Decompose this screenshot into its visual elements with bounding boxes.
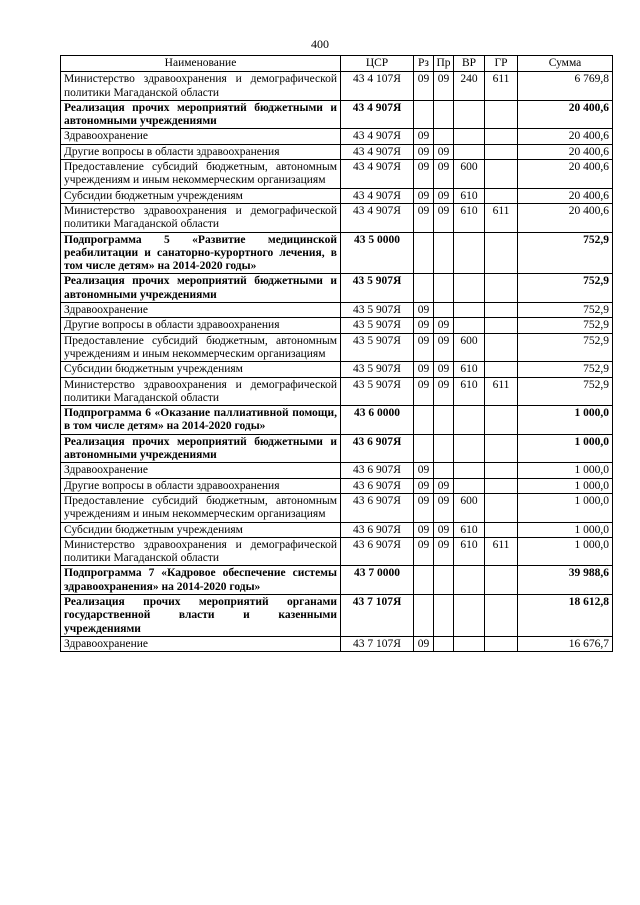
header-sum: Сумма xyxy=(518,56,613,72)
cell-name: Реализация прочих мероприятий бюджетными и автономными учреждениями xyxy=(61,274,341,303)
cell-pr xyxy=(434,129,454,144)
cell-pr xyxy=(434,232,454,274)
cell-csr: 43 5 0000 xyxy=(341,232,414,274)
cell-sum: 16 676,7 xyxy=(518,636,613,651)
cell-pr: 09 xyxy=(434,72,454,101)
cell-csr: 43 6 907Я xyxy=(341,522,414,537)
cell-csr: 43 7 0000 xyxy=(341,566,414,595)
cell-rz: 09 xyxy=(414,188,434,203)
table-row xyxy=(61,303,613,318)
cell-gr xyxy=(485,274,518,303)
cell-vr: 610 xyxy=(454,377,485,406)
table-row xyxy=(61,478,613,493)
cell-sum: 752,9 xyxy=(518,318,613,333)
table-row xyxy=(61,594,613,636)
cell-pr: 09 xyxy=(434,318,454,333)
table-row xyxy=(61,493,613,522)
cell-name: Другие вопросы в области здравоохранения xyxy=(61,478,341,493)
table-row xyxy=(61,274,613,303)
cell-rz: 09 xyxy=(414,493,434,522)
cell-name: Подпрограмма 6 «Оказание паллиативной помощи, в том числе детям» на 2014-2020 годы» xyxy=(61,406,341,435)
cell-name: Субсидии бюджетным учреждениям xyxy=(61,188,341,203)
cell-sum: 6 769,8 xyxy=(518,72,613,101)
cell-sum: 752,9 xyxy=(518,274,613,303)
cell-rz xyxy=(414,406,434,435)
header-pr: Пр xyxy=(434,56,454,72)
cell-name: Реализация прочих мероприятий бюджетными и автономными учреждениями xyxy=(61,434,341,463)
cell-rz: 09 xyxy=(414,362,434,377)
cell-csr: 43 7 107Я xyxy=(341,594,414,636)
cell-pr: 09 xyxy=(434,478,454,493)
header-vr: ВР xyxy=(454,56,485,72)
table-row xyxy=(61,333,613,362)
cell-csr: 43 4 907Я xyxy=(341,144,414,159)
table-row xyxy=(61,144,613,159)
cell-csr: 43 4 907Я xyxy=(341,100,414,129)
cell-rz: 09 xyxy=(414,522,434,537)
cell-vr xyxy=(454,636,485,651)
cell-vr: 610 xyxy=(454,537,485,566)
cell-rz: 09 xyxy=(414,303,434,318)
header-gr: ГР xyxy=(485,56,518,72)
cell-csr: 43 4 907Я xyxy=(341,129,414,144)
table-row xyxy=(61,100,613,129)
cell-vr xyxy=(454,100,485,129)
cell-csr: 43 6 907Я xyxy=(341,478,414,493)
cell-vr xyxy=(454,144,485,159)
cell-csr: 43 6 907Я xyxy=(341,537,414,566)
cell-sum: 752,9 xyxy=(518,362,613,377)
table-row xyxy=(61,566,613,595)
cell-gr xyxy=(485,333,518,362)
cell-rz xyxy=(414,434,434,463)
cell-vr: 600 xyxy=(454,493,485,522)
cell-gr xyxy=(485,434,518,463)
cell-vr xyxy=(454,594,485,636)
cell-csr: 43 5 907Я xyxy=(341,362,414,377)
cell-sum: 20 400,6 xyxy=(518,188,613,203)
cell-name: Подпрограмма 5 «Развитие медицинской реабилитации и санаторно-курортного лечения, в том числе детям» на 2014-2020 годы» xyxy=(61,232,341,274)
cell-rz: 09 xyxy=(414,129,434,144)
table-row xyxy=(61,636,613,651)
table-row xyxy=(61,318,613,333)
cell-gr xyxy=(485,160,518,189)
cell-pr: 09 xyxy=(434,493,454,522)
cell-gr xyxy=(485,566,518,595)
cell-name: Здравоохранение xyxy=(61,303,341,318)
cell-pr: 09 xyxy=(434,160,454,189)
cell-rz xyxy=(414,232,434,274)
cell-csr: 43 6 907Я xyxy=(341,493,414,522)
cell-pr xyxy=(434,636,454,651)
cell-sum: 752,9 xyxy=(518,232,613,274)
cell-sum: 1 000,0 xyxy=(518,478,613,493)
cell-pr: 09 xyxy=(434,188,454,203)
cell-gr xyxy=(485,493,518,522)
cell-gr xyxy=(485,318,518,333)
table-row xyxy=(61,434,613,463)
table-row xyxy=(61,406,613,435)
cell-csr: 43 4 907Я xyxy=(341,188,414,203)
cell-name: Субсидии бюджетным учреждениям xyxy=(61,362,341,377)
cell-pr xyxy=(434,303,454,318)
cell-pr xyxy=(434,566,454,595)
cell-sum: 18 612,8 xyxy=(518,594,613,636)
header-rz: Рз xyxy=(414,56,434,72)
cell-rz xyxy=(414,274,434,303)
cell-pr xyxy=(434,274,454,303)
table-header-row xyxy=(61,56,613,72)
cell-rz: 09 xyxy=(414,144,434,159)
table-row xyxy=(61,463,613,478)
cell-csr: 43 5 907Я xyxy=(341,377,414,406)
cell-name: Здравоохранение xyxy=(61,129,341,144)
cell-pr xyxy=(434,434,454,463)
table-row xyxy=(61,203,613,232)
cell-pr: 09 xyxy=(434,537,454,566)
cell-csr: 43 5 907Я xyxy=(341,333,414,362)
cell-rz xyxy=(414,594,434,636)
cell-csr: 43 4 907Я xyxy=(341,160,414,189)
cell-pr: 09 xyxy=(434,362,454,377)
cell-name: Министерство здравоохранения и демографической политики Магаданской области xyxy=(61,203,341,232)
cell-pr: 09 xyxy=(434,203,454,232)
cell-vr: 610 xyxy=(454,522,485,537)
cell-csr: 43 5 907Я xyxy=(341,303,414,318)
cell-csr: 43 7 107Я xyxy=(341,636,414,651)
cell-pr xyxy=(434,100,454,129)
header-csr: ЦСР xyxy=(341,56,414,72)
cell-rz: 09 xyxy=(414,203,434,232)
cell-name: Министерство здравоохранения и демографической политики Магаданской области xyxy=(61,537,341,566)
cell-name: Реализация прочих мероприятий бюджетными и автономными учреждениями xyxy=(61,100,341,129)
table-row xyxy=(61,72,613,101)
cell-name: Министерство здравоохранения и демографической политики Магаданской области xyxy=(61,72,341,101)
cell-sum: 39 988,6 xyxy=(518,566,613,595)
table-row xyxy=(61,377,613,406)
header-name: Наименование xyxy=(61,56,341,72)
cell-pr xyxy=(434,463,454,478)
cell-csr: 43 6 907Я xyxy=(341,434,414,463)
cell-name: Предоставление субсидий бюджетным, автономным учреждениям и иным некоммерческим организациям xyxy=(61,493,341,522)
cell-pr: 09 xyxy=(434,333,454,362)
table-row xyxy=(61,522,613,537)
cell-name: Субсидии бюджетным учреждениям xyxy=(61,522,341,537)
cell-vr xyxy=(454,434,485,463)
cell-vr xyxy=(454,318,485,333)
cell-vr xyxy=(454,232,485,274)
cell-csr: 43 6 0000 xyxy=(341,406,414,435)
cell-rz: 09 xyxy=(414,72,434,101)
cell-gr xyxy=(485,303,518,318)
cell-gr xyxy=(485,522,518,537)
cell-sum: 752,9 xyxy=(518,377,613,406)
cell-name: Другие вопросы в области здравоохранения xyxy=(61,318,341,333)
cell-gr xyxy=(485,463,518,478)
cell-rz: 09 xyxy=(414,478,434,493)
cell-rz: 09 xyxy=(414,377,434,406)
cell-vr xyxy=(454,129,485,144)
cell-gr xyxy=(485,478,518,493)
cell-gr xyxy=(485,636,518,651)
cell-vr: 600 xyxy=(454,333,485,362)
cell-vr: 610 xyxy=(454,188,485,203)
cell-name: Подпрограмма 7 «Кадровое обеспечение системы здравоохранения» на 2014-2020 годы» xyxy=(61,566,341,595)
cell-vr: 610 xyxy=(454,203,485,232)
cell-gr: 611 xyxy=(485,537,518,566)
cell-sum: 1 000,0 xyxy=(518,493,613,522)
cell-vr: 600 xyxy=(454,160,485,189)
table-row xyxy=(61,232,613,274)
cell-pr xyxy=(434,594,454,636)
cell-csr: 43 6 907Я xyxy=(341,463,414,478)
cell-rz xyxy=(414,566,434,595)
cell-gr xyxy=(485,362,518,377)
cell-sum: 20 400,6 xyxy=(518,129,613,144)
cell-sum: 1 000,0 xyxy=(518,406,613,435)
cell-vr xyxy=(454,478,485,493)
cell-csr: 43 5 907Я xyxy=(341,274,414,303)
page-number: 400 xyxy=(311,37,329,51)
cell-name: Здравоохранение xyxy=(61,463,341,478)
cell-pr: 09 xyxy=(434,144,454,159)
cell-vr: 240 xyxy=(454,72,485,101)
cell-gr xyxy=(485,406,518,435)
cell-vr: 610 xyxy=(454,362,485,377)
cell-name: Предоставление субсидий бюджетным, автономным учреждениям и иным некоммерческим организациям xyxy=(61,160,341,189)
cell-sum: 1 000,0 xyxy=(518,463,613,478)
cell-gr: 611 xyxy=(485,72,518,101)
cell-rz: 09 xyxy=(414,463,434,478)
table-row xyxy=(61,188,613,203)
table-row xyxy=(61,160,613,189)
cell-sum: 20 400,6 xyxy=(518,100,613,129)
cell-gr xyxy=(485,232,518,274)
cell-sum: 752,9 xyxy=(518,303,613,318)
cell-rz: 09 xyxy=(414,160,434,189)
cell-vr xyxy=(454,406,485,435)
cell-gr xyxy=(485,594,518,636)
cell-rz: 09 xyxy=(414,318,434,333)
cell-name: Реализация прочих мероприятий органами государственной власти и казенными учреждениями xyxy=(61,594,341,636)
cell-rz xyxy=(414,100,434,129)
cell-gr xyxy=(485,188,518,203)
table-body xyxy=(61,72,613,652)
cell-name: Предоставление субсидий бюджетным, автономным учреждениям и иным некоммерческим организациям xyxy=(61,333,341,362)
cell-sum: 20 400,6 xyxy=(518,160,613,189)
cell-pr: 09 xyxy=(434,522,454,537)
table-row xyxy=(61,129,613,144)
cell-rz: 09 xyxy=(414,537,434,566)
cell-gr xyxy=(485,100,518,129)
cell-sum: 20 400,6 xyxy=(518,203,613,232)
cell-rz: 09 xyxy=(414,636,434,651)
cell-vr xyxy=(454,303,485,318)
cell-sum: 1 000,0 xyxy=(518,537,613,566)
cell-gr: 611 xyxy=(485,377,518,406)
cell-rz: 09 xyxy=(414,333,434,362)
cell-sum: 1 000,0 xyxy=(518,522,613,537)
cell-name: Министерство здравоохранения и демографической политики Магаданской области xyxy=(61,377,341,406)
table-row xyxy=(61,362,613,377)
cell-name: Другие вопросы в области здравоохранения xyxy=(61,144,341,159)
cell-gr xyxy=(485,129,518,144)
cell-vr xyxy=(454,463,485,478)
cell-csr: 43 5 907Я xyxy=(341,318,414,333)
cell-sum: 1 000,0 xyxy=(518,434,613,463)
cell-gr: 611 xyxy=(485,203,518,232)
cell-name: Здравоохранение xyxy=(61,636,341,651)
budget-table xyxy=(60,55,613,652)
cell-csr: 43 4 907Я xyxy=(341,203,414,232)
cell-vr xyxy=(454,274,485,303)
cell-gr xyxy=(485,144,518,159)
table-row xyxy=(61,537,613,566)
cell-vr xyxy=(454,566,485,595)
cell-sum: 752,9 xyxy=(518,333,613,362)
cell-csr: 43 4 107Я xyxy=(341,72,414,101)
cell-pr xyxy=(434,406,454,435)
cell-pr: 09 xyxy=(434,377,454,406)
cell-sum: 20 400,6 xyxy=(518,144,613,159)
